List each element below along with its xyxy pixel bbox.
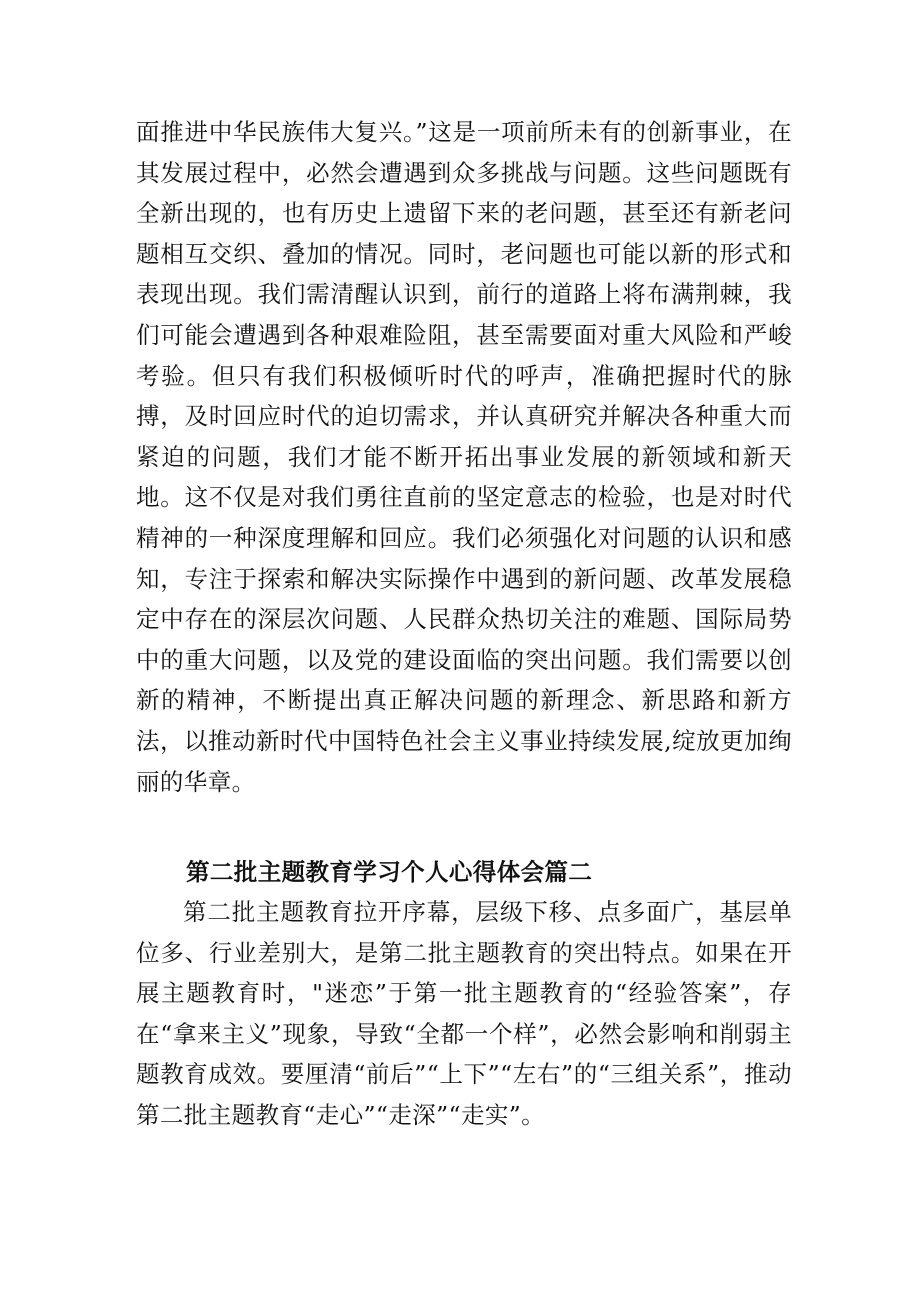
body-paragraph-1: 面推进中华民族伟大复兴。”这是一项前所未有的创新事业，在其发展过程中，必然会遭遇到众多挑战与问题。这些问题既有全新出现的，也有历史上遗留下来的老问题，甚至还有新老问题相互交织、叠加的情况。同时，老问题也可能以新的形式和表现出现。我们需清醒认识到，前行的道路上将布满荆棘，我们可能会遭遇到各种艰难险阻，甚至需要面对重大风险和严峻考验。但只有我们积极倾听时代的呼声，准确把握时代的脉搏，及时回应时代的迫切需求，并认真研究并解决各种重大而紧迫的问题，我们才能不断开拓出事业发展的新领域和新天地。这不仅是对我们勇往直前的坚定意志的检验，也是对时代精神的一种深度理解和回应。我们必须强化对问题的认识和感知，专注于探索和解决实际操作中遇到的新问题、改革发展稳定中存在的深层次问题、人民群众热切关注的难题、国际局势中的重大问题，以及党的建设面临的突出问题。我们需要以创新的精神，不断提出真正解决问题的新理念、新思路和新方法，以推动新时代中国特色社会主义事业持续发展,绽放更加绚丽的华章。 <box>136 118 792 796</box>
body-paragraph-2: 第二批主题教育拉开序幕，层级下移、点多面广，基层单位多、行业差别大，是第二批主题教育的突出特点。如果在开展主题教育时，"迷恋”于第一批主题教育的“经验答案”，存在“拿来主义”现象，导致“全都一个样”，必然会影响和削弱主题教育成效。要厘清“前后”“上下”“左右”的“三组关系”，推动第二批主题教育“走心”“走深”“走实”。 <box>136 898 792 1129</box>
section-heading: 第二批主题教育学习个人心得体会篇二 <box>186 858 593 886</box>
